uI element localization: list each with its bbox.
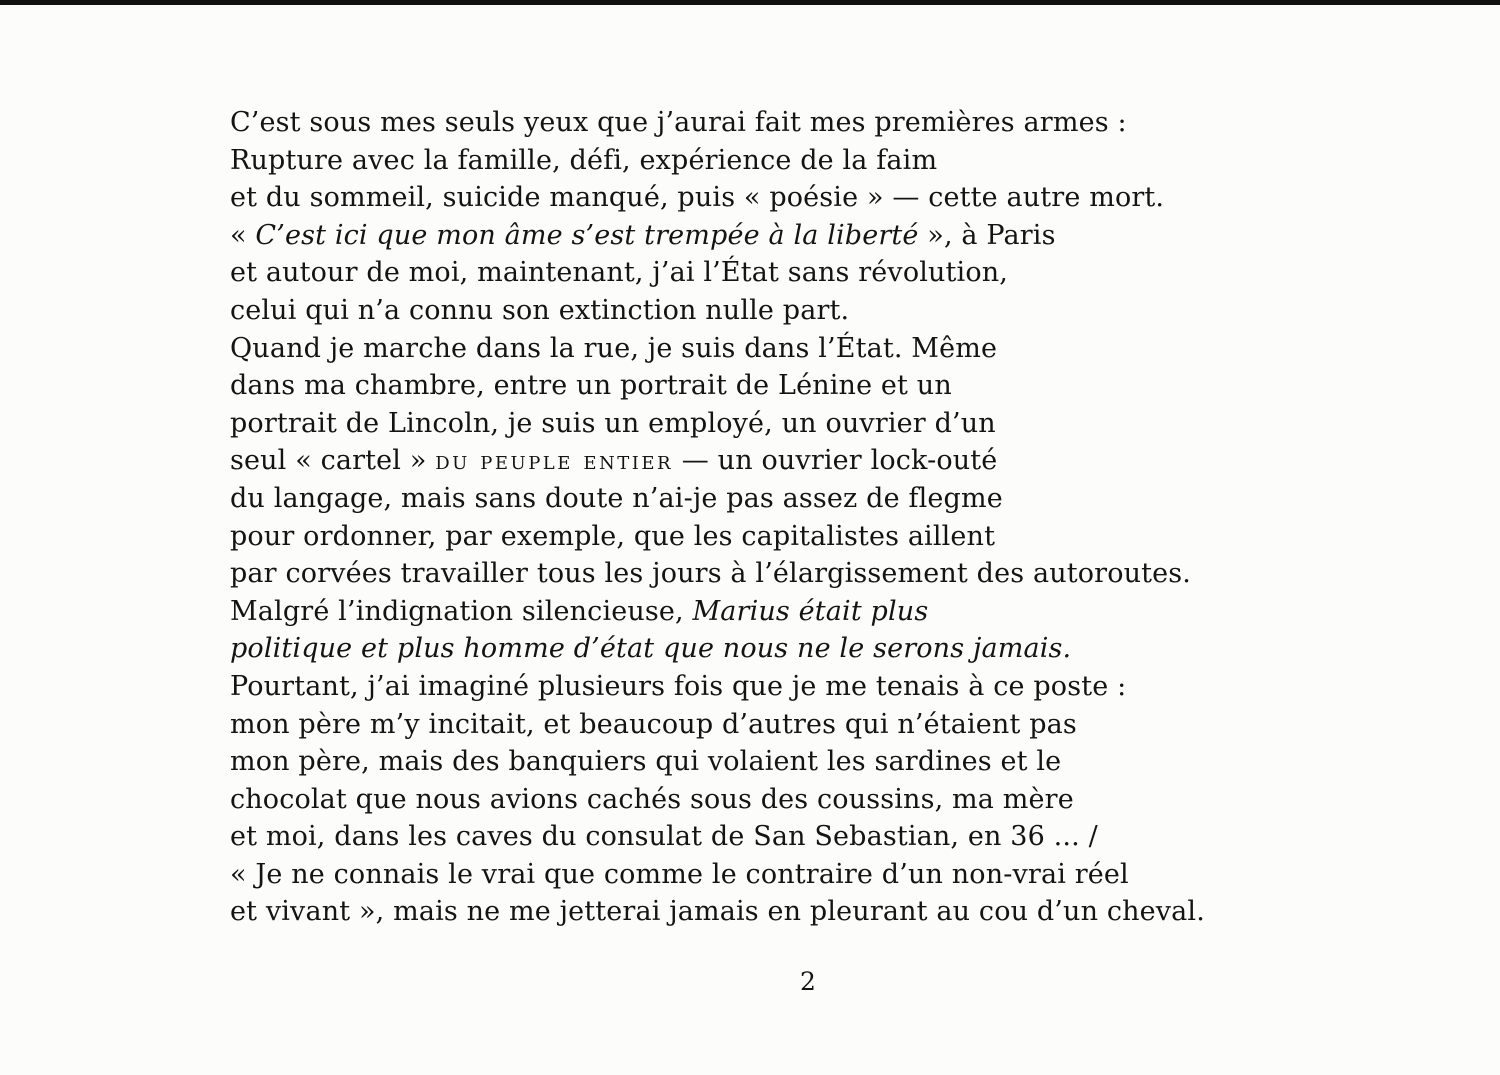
poem-line [230,893,1205,931]
italic-text: Marius était plus [692,595,929,627]
poem-line [230,480,1205,518]
text-segment: C’est sous mes seuls yeux que j’aurai fait mes premières armes : [230,107,1127,138]
poem-line [230,405,1205,443]
poem-line [230,292,1205,330]
poem-line [230,706,1205,744]
text-segment: et autour de moi, maintenant, j’ai l’État sans révolution, [230,257,1009,289]
poem-line [230,781,1205,819]
page-number: 2 [800,967,816,996]
text-segment: Pourtant, j’ai imaginé plusieurs fois que je me tenais à ce poste : [230,670,1127,702]
text-segment: et vivant », mais ne me jetterai jamais en pleurant au cou d’un cheval. [230,896,1205,928]
text-segment: et moi, dans les caves du consulat de San Sebastian, en 36 ... / [230,821,1098,853]
text-segment: mon père, mais des banquiers qui volaient les sardines et le [230,746,1062,778]
text-segment: — un ouvrier lock-outé [673,445,998,477]
text-segment: portrait de Lincoln, je suis un employé, un ouvrier d’un [230,407,996,439]
text-segment: Rupture avec la famille, défi, expérience de la faim [230,144,938,176]
poem-line [230,254,1205,292]
small-caps-text: du peuple entier [435,446,674,476]
poem-line [230,593,1205,631]
poem-line [230,442,1205,480]
text-segment: pour ordonner, par exemple, que les capitalistes aillent [230,520,996,552]
poem-line [230,630,1205,668]
text-segment: chocolat que nous avions cachés sous des coussins, ma mère [230,783,1074,815]
text-segment: par corvées travailler tous les jours à l’élargissement des autoroutes. [230,558,1192,590]
poem-line [230,668,1205,706]
poem-line [230,330,1205,368]
text-segment: et du sommeil, suicide manqué, puis « poésie » — cette autre mort. [230,182,1165,214]
text-segment: », à Paris [918,219,1056,251]
poem-line [230,367,1205,405]
text-segment: Malgré l’indignation silencieuse, [230,595,693,627]
poem-line [230,856,1205,894]
page [0,5,1500,1075]
poem-line [230,104,1205,142]
poem-line [230,555,1205,593]
text-segment: seul « cartel » [230,445,436,477]
poem-line [230,179,1205,217]
italic-text: C’est ici que mon âme s’est trempée à la liberté [255,219,919,251]
text-segment: du langage, mais sans doute n’ai-je pas assez de flegme [230,482,1003,514]
poem-line [230,142,1205,180]
poem-line [230,743,1205,781]
text-segment: celui qui n’a connu son extinction nulle part. [230,294,850,326]
italic-text: politique et plus homme d’état que nous ne le serons jamais. [230,633,1072,665]
text-segment: Quand je marche dans la rue, je suis dans l’État. Même [230,332,998,364]
text-segment: « [230,219,256,251]
poem-line [230,217,1205,255]
text-segment: « Je ne connais le vrai que comme le contraire d’un non-vrai réel [230,858,1129,890]
text-segment: dans ma chambre, entre un portrait de Lénine et un [230,370,952,402]
text-segment: mon père m’y incitait, et beaucoup d’autres qui n’étaient pas [230,708,1077,740]
poem-text [230,104,1205,931]
poem-line [230,518,1205,556]
poem-line [230,818,1205,856]
